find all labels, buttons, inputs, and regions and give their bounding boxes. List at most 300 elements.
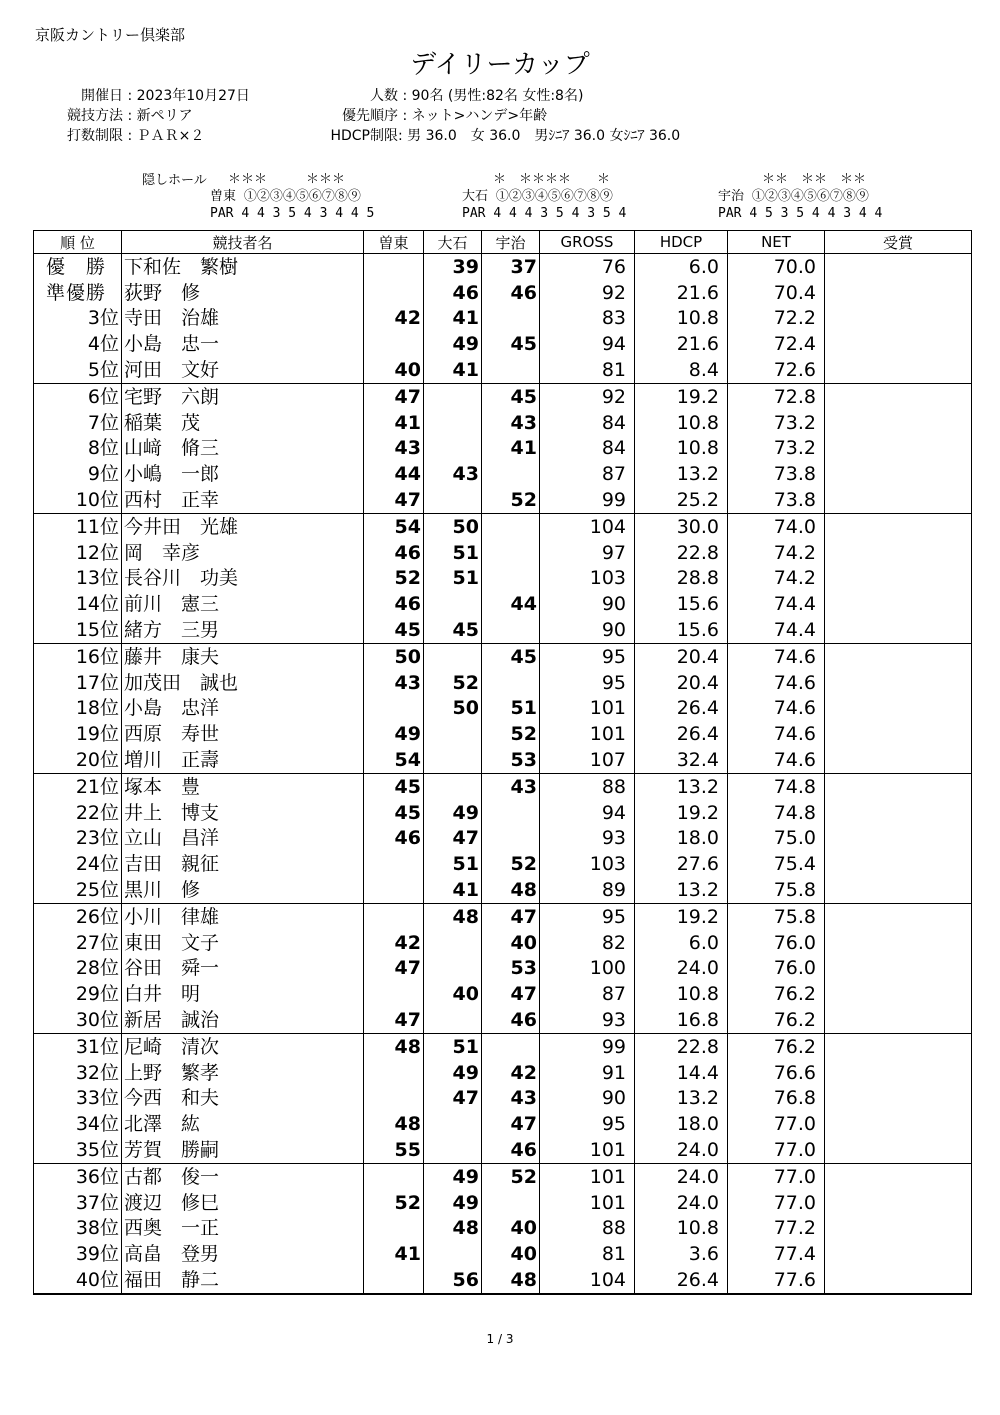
gross-cell: 104 bbox=[540, 1267, 635, 1294]
award-cell bbox=[825, 461, 972, 487]
oishi-score-cell: 51 bbox=[424, 851, 482, 877]
player-name-cell: 今井田 光雄 bbox=[122, 513, 364, 539]
table-row bbox=[34, 1033, 972, 1059]
table-row bbox=[34, 487, 972, 513]
net-cell: 77.2 bbox=[728, 1215, 825, 1241]
gross-cell: 101 bbox=[540, 1137, 635, 1163]
soto-score-cell: 54 bbox=[364, 747, 424, 773]
oishi-score-cell bbox=[424, 747, 482, 773]
oishi-score-cell: 41 bbox=[424, 877, 482, 903]
soto-score-cell bbox=[364, 851, 424, 877]
award-cell bbox=[825, 851, 972, 877]
uji-score-cell: 53 bbox=[482, 747, 540, 773]
uji-par-label: PAR bbox=[718, 206, 742, 221]
info-limit-value: ＰＡＲ×２ bbox=[136, 128, 205, 144]
table-row bbox=[34, 461, 972, 487]
uji-par: 4 5 3 5 4 4 3 4 4 bbox=[749, 206, 883, 221]
table-row bbox=[34, 617, 972, 643]
net-cell: 76.0 bbox=[728, 956, 825, 982]
award-cell bbox=[825, 357, 972, 383]
uji-score-cell: 44 bbox=[482, 591, 540, 617]
award-cell bbox=[825, 1190, 972, 1216]
table-row bbox=[34, 383, 972, 409]
oishi-score-cell: 45 bbox=[424, 617, 482, 643]
net-cell: 77.0 bbox=[728, 1111, 825, 1137]
net-cell: 76.2 bbox=[728, 1033, 825, 1059]
award-cell bbox=[825, 670, 972, 696]
soto-score-cell: 47 bbox=[364, 487, 424, 513]
player-name-cell: 北澤 紘 bbox=[122, 1111, 364, 1137]
award-cell bbox=[825, 487, 972, 513]
uji-score-cell: 46 bbox=[482, 1137, 540, 1163]
net-cell: 72.4 bbox=[728, 331, 825, 357]
soto-score-cell: 44 bbox=[364, 461, 424, 487]
oishi-score-cell bbox=[424, 1111, 482, 1137]
hdcp-cell: 24.0 bbox=[635, 1137, 728, 1163]
hdcp-cell: 6.0 bbox=[635, 254, 728, 280]
table-row bbox=[34, 1190, 972, 1216]
table-row bbox=[34, 436, 972, 462]
uji-score-cell bbox=[482, 826, 540, 852]
rank-cell: 21位 bbox=[34, 773, 122, 799]
info-right: 人数 : 90名 (男性:82名 女性:8名) 優先順序 : ネット>ハンデ>年齢 HDCP制限: 男 36.0 女 36.0 男ｼﾆｱ 36.0 女ｼﾆｱ 36.0 bbox=[300, 86, 680, 146]
table-row bbox=[34, 254, 972, 280]
rank-cell: 33位 bbox=[34, 1086, 122, 1112]
net-cell: 76.2 bbox=[728, 981, 825, 1007]
soto-score-cell bbox=[364, 903, 424, 929]
player-name-cell: 渡辺 修巳 bbox=[122, 1190, 364, 1216]
net-cell: 75.0 bbox=[728, 826, 825, 852]
uji-score-cell: 40 bbox=[482, 930, 540, 956]
hdcp-cell: 15.6 bbox=[635, 591, 728, 617]
net-cell: 77.0 bbox=[728, 1190, 825, 1216]
uji-score-cell: 47 bbox=[482, 981, 540, 1007]
rank-cell: 25位 bbox=[34, 877, 122, 903]
uji-score-cell: 43 bbox=[482, 1086, 540, 1112]
soto-score-cell: 48 bbox=[364, 1111, 424, 1137]
award-cell bbox=[825, 956, 972, 982]
rank-cell: 優 勝 bbox=[34, 254, 122, 280]
hdcp-cell: 16.8 bbox=[635, 1007, 728, 1033]
player-name-cell: 吉田 親征 bbox=[122, 851, 364, 877]
soto-score-cell bbox=[364, 254, 424, 280]
oishi-score-cell: 47 bbox=[424, 826, 482, 852]
gross-cell: 101 bbox=[540, 1163, 635, 1189]
hdcp-cell: 14.4 bbox=[635, 1060, 728, 1086]
player-name-cell: 小川 律雄 bbox=[122, 903, 364, 929]
gross-cell: 103 bbox=[540, 851, 635, 877]
rank-cell: 26位 bbox=[34, 903, 122, 929]
info-date-label: 開催日 bbox=[81, 88, 123, 104]
net-cell: 73.8 bbox=[728, 487, 825, 513]
oishi-score-cell: 49 bbox=[424, 1060, 482, 1086]
rank-cell: 12位 bbox=[34, 540, 122, 566]
hidden-holes-soto bbox=[210, 171, 374, 222]
rank-cell: 3位 bbox=[34, 306, 122, 332]
table-row bbox=[34, 331, 972, 357]
award-cell bbox=[825, 877, 972, 903]
soto-score-cell: 45 bbox=[364, 800, 424, 826]
hdcp-cell: 19.2 bbox=[635, 383, 728, 409]
award-cell bbox=[825, 1215, 972, 1241]
gross-cell: 99 bbox=[540, 1033, 635, 1059]
player-name-cell: 稲葉 茂 bbox=[122, 410, 364, 436]
gross-cell: 104 bbox=[540, 513, 635, 539]
table-row bbox=[34, 1007, 972, 1033]
info-hdcp-label: HDCP制限 bbox=[330, 128, 398, 144]
gross-cell: 95 bbox=[540, 1111, 635, 1137]
player-name-cell: 西村 正幸 bbox=[122, 487, 364, 513]
soto-score-cell: 47 bbox=[364, 1007, 424, 1033]
gross-cell: 84 bbox=[540, 410, 635, 436]
table-row bbox=[34, 696, 972, 722]
oishi-score-cell bbox=[424, 1137, 482, 1163]
gross-cell: 76 bbox=[540, 254, 635, 280]
soto-score-cell: 47 bbox=[364, 383, 424, 409]
uji-score-cell: 41 bbox=[482, 436, 540, 462]
player-name-cell: 白井 明 bbox=[122, 981, 364, 1007]
uji-score-cell: 46 bbox=[482, 1007, 540, 1033]
info-left: 開催日 : 2023年10月27日 競技方法 : 新ペリア 打数制限 : ＰＡＲ×２ bbox=[48, 86, 250, 146]
table-row bbox=[34, 851, 972, 877]
award-cell bbox=[825, 696, 972, 722]
hdcp-cell: 32.4 bbox=[635, 747, 728, 773]
net-cell: 74.8 bbox=[728, 773, 825, 799]
soto-score-cell: 50 bbox=[364, 643, 424, 669]
oishi-score-cell bbox=[424, 410, 482, 436]
hdcp-cell: 18.0 bbox=[635, 1111, 728, 1137]
gross-cell: 90 bbox=[540, 1086, 635, 1112]
info-method-label: 競技方法 bbox=[67, 108, 123, 124]
table-row bbox=[34, 1267, 972, 1294]
rank-cell: 38位 bbox=[34, 1215, 122, 1241]
hdcp-cell: 8.4 bbox=[635, 357, 728, 383]
award-cell bbox=[825, 254, 972, 280]
uji-score-cell: 42 bbox=[482, 1060, 540, 1086]
award-cell bbox=[825, 1007, 972, 1033]
rank-cell: 29位 bbox=[34, 981, 122, 1007]
soto-score-cell: 43 bbox=[364, 670, 424, 696]
table-row bbox=[34, 280, 972, 306]
col-name: 競技者名 bbox=[122, 231, 364, 254]
oishi-score-cell: 51 bbox=[424, 566, 482, 592]
oishi-holes: ①②③④⑤⑥⑦⑧⑨ bbox=[495, 189, 613, 204]
hdcp-cell: 10.8 bbox=[635, 306, 728, 332]
oishi-score-cell bbox=[424, 643, 482, 669]
award-cell bbox=[825, 410, 972, 436]
table-row bbox=[34, 566, 972, 592]
net-cell: 77.4 bbox=[728, 1241, 825, 1267]
award-cell bbox=[825, 1137, 972, 1163]
table-row bbox=[34, 1241, 972, 1267]
uji-score-cell bbox=[482, 306, 540, 332]
gross-cell: 95 bbox=[540, 643, 635, 669]
hdcp-cell: 22.8 bbox=[635, 1033, 728, 1059]
soto-score-cell bbox=[364, 877, 424, 903]
player-name-cell: 増川 正壽 bbox=[122, 747, 364, 773]
award-cell bbox=[825, 617, 972, 643]
player-name-cell: 高畠 登男 bbox=[122, 1241, 364, 1267]
rank-cell: 22位 bbox=[34, 800, 122, 826]
rank-cell: 23位 bbox=[34, 826, 122, 852]
gross-cell: 83 bbox=[540, 306, 635, 332]
uji-marks: ＊＊ ＊＊ ＊＊ bbox=[736, 172, 867, 187]
uji-score-cell: 47 bbox=[482, 1111, 540, 1137]
uji-score-cell bbox=[482, 566, 540, 592]
hdcp-cell: 3.6 bbox=[635, 1241, 728, 1267]
gross-cell: 103 bbox=[540, 566, 635, 592]
oishi-score-cell: 43 bbox=[424, 461, 482, 487]
oishi-score-cell bbox=[424, 1007, 482, 1033]
award-cell bbox=[825, 747, 972, 773]
award-cell bbox=[825, 280, 972, 306]
soto-score-cell: 48 bbox=[364, 1033, 424, 1059]
hdcp-cell: 26.4 bbox=[635, 721, 728, 747]
oishi-score-cell: 52 bbox=[424, 670, 482, 696]
page-number: 1 / 3 bbox=[486, 1332, 514, 1346]
player-name-cell: 黒川 修 bbox=[122, 877, 364, 903]
award-cell bbox=[825, 513, 972, 539]
table-row bbox=[34, 1215, 972, 1241]
gross-cell: 107 bbox=[540, 747, 635, 773]
uji-score-cell: 53 bbox=[482, 956, 540, 982]
uji-score-cell: 48 bbox=[482, 1267, 540, 1294]
soto-score-cell bbox=[364, 331, 424, 357]
net-cell: 74.8 bbox=[728, 800, 825, 826]
gross-cell: 101 bbox=[540, 696, 635, 722]
rank-cell: 準優勝 bbox=[34, 280, 122, 306]
uji-score-cell: 45 bbox=[482, 643, 540, 669]
net-cell: 74.2 bbox=[728, 566, 825, 592]
net-cell: 74.6 bbox=[728, 670, 825, 696]
player-name-cell: 藤井 康夫 bbox=[122, 643, 364, 669]
award-cell bbox=[825, 1163, 972, 1189]
award-cell bbox=[825, 1241, 972, 1267]
soto-par-label: PAR bbox=[210, 206, 234, 221]
hdcp-cell: 26.4 bbox=[635, 696, 728, 722]
player-name-cell: 山﨑 脩三 bbox=[122, 436, 364, 462]
soto-score-cell: 46 bbox=[364, 826, 424, 852]
table-row bbox=[34, 306, 972, 332]
soto-score-cell bbox=[364, 1163, 424, 1189]
player-name-cell: 西奥 一正 bbox=[122, 1215, 364, 1241]
page-title: デイリーカップ bbox=[410, 50, 590, 80]
oishi-score-cell bbox=[424, 721, 482, 747]
soto-score-cell: 54 bbox=[364, 513, 424, 539]
gross-cell: 100 bbox=[540, 956, 635, 982]
uji-score-cell: 52 bbox=[482, 851, 540, 877]
uji-score-cell: 43 bbox=[482, 773, 540, 799]
hdcp-cell: 28.8 bbox=[635, 566, 728, 592]
table-header-row bbox=[34, 231, 972, 254]
soto-score-cell: 46 bbox=[364, 540, 424, 566]
gross-cell: 89 bbox=[540, 877, 635, 903]
player-name-cell: 岡 幸彦 bbox=[122, 540, 364, 566]
player-name-cell: 福田 静二 bbox=[122, 1267, 364, 1294]
hdcp-cell: 10.8 bbox=[635, 981, 728, 1007]
col-oishi: 大石 bbox=[424, 231, 482, 254]
net-cell: 75.8 bbox=[728, 877, 825, 903]
oishi-score-cell: 46 bbox=[424, 280, 482, 306]
table-row bbox=[34, 1163, 972, 1189]
gross-cell: 94 bbox=[540, 800, 635, 826]
rank-cell: 20位 bbox=[34, 747, 122, 773]
soto-score-cell: 41 bbox=[364, 1241, 424, 1267]
rank-cell: 16位 bbox=[34, 643, 122, 669]
info-method-value: 新ペリア bbox=[136, 108, 193, 124]
table-row bbox=[34, 1137, 972, 1163]
rank-cell: 39位 bbox=[34, 1241, 122, 1267]
uji-score-cell: 47 bbox=[482, 903, 540, 929]
uji-score-cell bbox=[482, 617, 540, 643]
table-row bbox=[34, 670, 972, 696]
info-count-label: 人数 bbox=[370, 88, 398, 104]
player-name-cell: 加茂田 誠也 bbox=[122, 670, 364, 696]
award-cell bbox=[825, 643, 972, 669]
gross-cell: 99 bbox=[540, 487, 635, 513]
results-table bbox=[33, 230, 972, 1295]
rank-cell: 9位 bbox=[34, 461, 122, 487]
hdcp-cell: 26.4 bbox=[635, 1267, 728, 1294]
rank-cell: 36位 bbox=[34, 1163, 122, 1189]
col-uji: 宇治 bbox=[482, 231, 540, 254]
table-row bbox=[34, 773, 972, 799]
player-name-cell: 井上 博支 bbox=[122, 800, 364, 826]
hidden-holes-oishi bbox=[462, 171, 626, 222]
soto-score-cell: 47 bbox=[364, 956, 424, 982]
table-row bbox=[34, 643, 972, 669]
rank-cell: 30位 bbox=[34, 1007, 122, 1033]
club-name: 京阪カントリー倶楽部 bbox=[35, 26, 186, 44]
award-cell bbox=[825, 540, 972, 566]
table-row bbox=[34, 800, 972, 826]
oishi-score-cell bbox=[424, 773, 482, 799]
net-cell: 76.8 bbox=[728, 1086, 825, 1112]
oishi-score-cell: 48 bbox=[424, 1215, 482, 1241]
hdcp-cell: 21.6 bbox=[635, 331, 728, 357]
soto-score-cell: 55 bbox=[364, 1137, 424, 1163]
gross-cell: 97 bbox=[540, 540, 635, 566]
soto-score-cell bbox=[364, 1215, 424, 1241]
gross-cell: 101 bbox=[540, 1190, 635, 1216]
uji-score-cell: 45 bbox=[482, 383, 540, 409]
oishi-score-cell bbox=[424, 956, 482, 982]
rank-cell: 14位 bbox=[34, 591, 122, 617]
soto-score-cell bbox=[364, 981, 424, 1007]
player-name-cell: 小嶋 一郎 bbox=[122, 461, 364, 487]
player-name-cell: 塚本 豊 bbox=[122, 773, 364, 799]
hdcp-cell: 30.0 bbox=[635, 513, 728, 539]
oishi-score-cell: 56 bbox=[424, 1267, 482, 1294]
col-award: 受賞 bbox=[825, 231, 972, 254]
gross-cell: 95 bbox=[540, 903, 635, 929]
rank-cell: 31位 bbox=[34, 1033, 122, 1059]
net-cell: 70.4 bbox=[728, 280, 825, 306]
player-name-cell: 河田 文好 bbox=[122, 357, 364, 383]
oishi-score-cell: 49 bbox=[424, 800, 482, 826]
table-row bbox=[34, 410, 972, 436]
info-priority-value: ネット>ハンデ>年齢 bbox=[411, 108, 548, 124]
table-row bbox=[34, 1060, 972, 1086]
hdcp-cell: 24.0 bbox=[635, 1190, 728, 1216]
table-row bbox=[34, 540, 972, 566]
net-cell: 73.8 bbox=[728, 461, 825, 487]
uji-score-cell: 43 bbox=[482, 410, 540, 436]
table-row bbox=[34, 513, 972, 539]
uji-score-cell: 52 bbox=[482, 721, 540, 747]
player-name-cell: 東田 文子 bbox=[122, 930, 364, 956]
rank-cell: 19位 bbox=[34, 721, 122, 747]
gross-cell: 95 bbox=[540, 670, 635, 696]
award-cell bbox=[825, 383, 972, 409]
rank-cell: 40位 bbox=[34, 1267, 122, 1294]
uji-score-cell bbox=[482, 670, 540, 696]
hdcp-cell: 6.0 bbox=[635, 930, 728, 956]
net-cell: 77.6 bbox=[728, 1267, 825, 1294]
soto-score-cell: 49 bbox=[364, 721, 424, 747]
uji-score-cell: 51 bbox=[482, 696, 540, 722]
award-cell bbox=[825, 1111, 972, 1137]
hidden-holes-label: 隠しホール bbox=[142, 173, 207, 188]
net-cell: 73.2 bbox=[728, 410, 825, 436]
table-row bbox=[34, 747, 972, 773]
award-cell bbox=[825, 1033, 972, 1059]
net-cell: 76.2 bbox=[728, 1007, 825, 1033]
hdcp-cell: 25.2 bbox=[635, 487, 728, 513]
uji-score-cell bbox=[482, 1033, 540, 1059]
net-cell: 70.0 bbox=[728, 254, 825, 280]
uji-score-cell: 45 bbox=[482, 331, 540, 357]
player-name-cell: 今西 和夫 bbox=[122, 1086, 364, 1112]
table-row bbox=[34, 591, 972, 617]
net-cell: 74.2 bbox=[728, 540, 825, 566]
player-name-cell: 寺田 治雄 bbox=[122, 306, 364, 332]
oishi-score-cell bbox=[424, 1241, 482, 1267]
gross-cell: 101 bbox=[540, 721, 635, 747]
hdcp-cell: 10.8 bbox=[635, 436, 728, 462]
player-name-cell: 小島 忠一 bbox=[122, 331, 364, 357]
uji-score-cell: 40 bbox=[482, 1215, 540, 1241]
uji-score-cell bbox=[482, 357, 540, 383]
gross-cell: 81 bbox=[540, 1241, 635, 1267]
net-cell: 77.0 bbox=[728, 1163, 825, 1189]
rank-cell: 8位 bbox=[34, 436, 122, 462]
player-name-cell: 前川 憲三 bbox=[122, 591, 364, 617]
soto-score-cell bbox=[364, 280, 424, 306]
oishi-score-cell: 41 bbox=[424, 306, 482, 332]
oishi-score-cell: 51 bbox=[424, 540, 482, 566]
player-name-cell: 尼崎 清次 bbox=[122, 1033, 364, 1059]
award-cell bbox=[825, 903, 972, 929]
soto-marks: ＊＊＊ ＊＊＊ bbox=[228, 172, 346, 187]
award-cell bbox=[825, 930, 972, 956]
hdcp-cell: 20.4 bbox=[635, 670, 728, 696]
hdcp-cell: 21.6 bbox=[635, 280, 728, 306]
soto-score-cell: 41 bbox=[364, 410, 424, 436]
table-row bbox=[34, 930, 972, 956]
oishi-score-cell: 50 bbox=[424, 696, 482, 722]
player-name-cell: 下和佐 繁樹 bbox=[122, 254, 364, 280]
soto-score-cell: 42 bbox=[364, 930, 424, 956]
table-row bbox=[34, 1111, 972, 1137]
oishi-score-cell bbox=[424, 383, 482, 409]
hidden-holes-uji bbox=[718, 171, 882, 222]
col-hdcp: HDCP bbox=[635, 231, 728, 254]
award-cell bbox=[825, 826, 972, 852]
award-cell bbox=[825, 721, 972, 747]
player-name-cell: 立山 昌洋 bbox=[122, 826, 364, 852]
net-cell: 74.6 bbox=[728, 721, 825, 747]
